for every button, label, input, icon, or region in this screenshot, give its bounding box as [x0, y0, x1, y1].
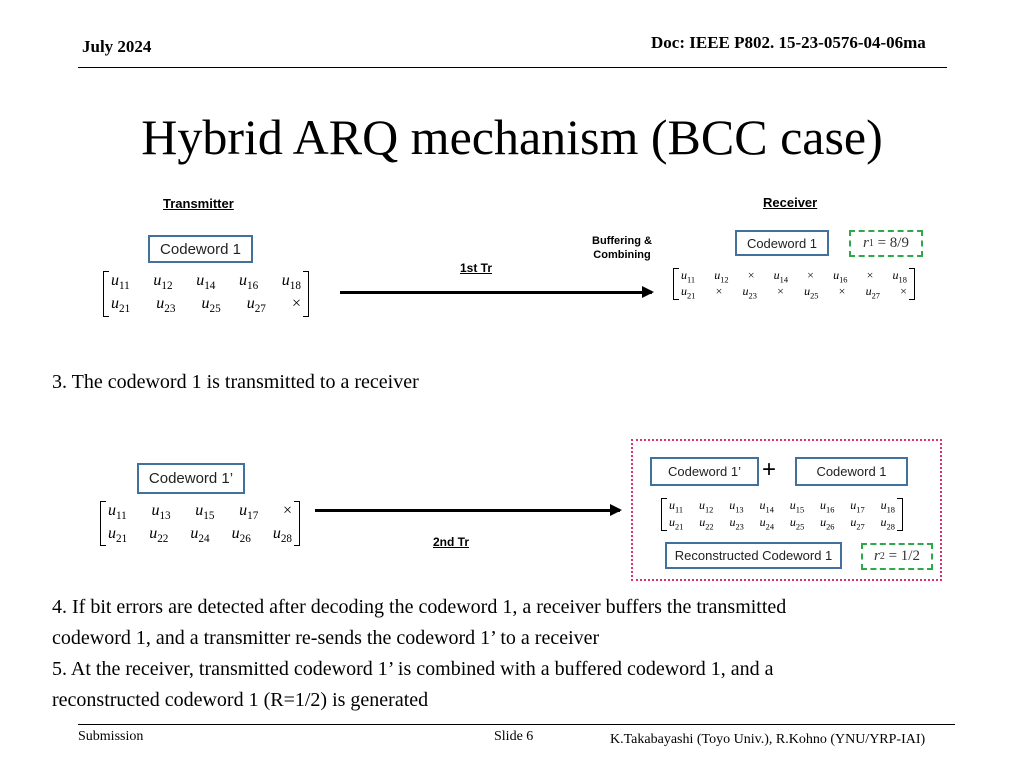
- matrix-cell-erased: ×: [900, 284, 907, 299]
- matrix-cell: $u_{13}$: [151, 502, 171, 523]
- rx-codeword-1-prime-label: Codeword 1’: [668, 464, 741, 479]
- matrix-cell: $u_{15}$: [789, 498, 805, 515]
- steps-4-5-text: [52, 592, 786, 716]
- rx-codeword-1-label: Codeword 1: [746, 235, 818, 251]
- reconstructed-codeword-box: [665, 542, 842, 569]
- matrix-cell: $u_{17}$: [239, 502, 259, 523]
- matrix-cell: $u_{23}$: [156, 295, 176, 316]
- matrix-cell: $u_{25}$: [201, 295, 221, 316]
- matrix-row: [669, 498, 895, 514]
- tx-codeword-1-prime-box: [137, 463, 245, 494]
- step-5-line-2: reconstructed codeword 1 (R=1/2) is generated: [52, 689, 429, 711]
- matrix-row: [111, 272, 301, 292]
- matrix-row: [108, 525, 292, 545]
- matrix-cell-erased: ×: [715, 284, 723, 299]
- matrix-bracket-right: [303, 271, 309, 317]
- step-4-line-2: codeword 1, and a transmitter re-sends the codeword 1’ to a receiver: [52, 627, 600, 649]
- matrix-cell: $u_{11}$: [108, 502, 127, 523]
- matrix-cell-erased: ×: [282, 502, 292, 520]
- step-4-line-1: 4. If bit errors are detected after decoding the codeword 1, a receiver buffers the transmitted: [52, 596, 787, 618]
- header-date: July 2024: [82, 37, 152, 56]
- step-5-line-1: 5. At the receiver, transmitted codeword 1’ is combined with a buffered codeword 1, and a: [52, 658, 774, 680]
- matrix-cell: $u_{24}$: [759, 514, 775, 531]
- tx-codeword-1-box: [148, 235, 253, 263]
- matrix-cell: $u_{15}$: [195, 502, 215, 523]
- matrix-cell: $u_{27}$: [246, 295, 266, 316]
- matrix-cell: $u_{16}$: [238, 272, 259, 293]
- matrix-cell: $u_{11}$: [111, 272, 130, 293]
- matrix-cell: $u_{21}$: [108, 524, 128, 545]
- matrix-cell: $u_{28}$: [272, 524, 292, 545]
- matrix-cell: $u_{27}$: [865, 284, 880, 301]
- rate-r1-value: = 8/9: [877, 235, 909, 251]
- transmission-1-arrow: [340, 291, 652, 294]
- transmission-2-label: 2nd Tr: [433, 535, 470, 549]
- matrix-cell: $u_{27}$: [850, 514, 865, 531]
- matrix-cell: $u_{14}$: [773, 268, 789, 285]
- rx-matrix-1: [673, 268, 915, 300]
- matrix-cell: $u_{11}$: [681, 268, 696, 285]
- footer-rule: [78, 724, 955, 725]
- matrix-cell: $u_{23}$: [742, 284, 757, 301]
- header-rule: [78, 67, 947, 68]
- matrix-cell: $u_{12}$: [153, 272, 173, 293]
- tx-codeword-1-label: Codeword 1: [160, 240, 241, 258]
- matrix-row: [681, 268, 907, 284]
- reconstructed-codeword-label: Reconstructed Codeword 1: [674, 548, 833, 563]
- matrix-cell: $u_{21}$: [681, 284, 696, 301]
- matrix-cell: $u_{18}$: [880, 498, 895, 515]
- footer-submission: Submission: [78, 729, 144, 744]
- matrix-cell: $u_{22}$: [699, 514, 714, 531]
- receiver-label: Receiver: [763, 195, 818, 210]
- tx-matrix-1: [103, 271, 309, 317]
- matrix-cell: $u_{11}$: [669, 498, 684, 515]
- matrix-cell: $u_{23}$: [729, 514, 744, 531]
- matrix-row: [111, 295, 301, 315]
- rate-r2-var: r: [874, 548, 880, 564]
- matrix-cell: $u_{18}$: [892, 268, 907, 285]
- header-doc-id: Doc: IEEE P802. 15-23-0576-04-06ma: [651, 33, 926, 52]
- rate-r2-sub: 2: [879, 551, 885, 562]
- matrix-cell-erased: ×: [838, 284, 846, 299]
- matrix-row: [669, 515, 895, 531]
- transmitter-label: Transmitter: [163, 196, 234, 211]
- matrix-row: [108, 502, 292, 522]
- matrix-cell: $u_{26}$: [820, 514, 835, 531]
- slide-title: Hybrid ARQ mechanism (BCC case): [141, 109, 883, 165]
- rx-codeword-1-box: [735, 230, 829, 256]
- rx-matrix-2: [661, 498, 903, 531]
- matrix-cell: $u_{14}$: [196, 272, 216, 293]
- tx-matrix-2: [100, 501, 300, 546]
- transmission-2-arrow: [315, 509, 620, 512]
- matrix-cell: $u_{18}$: [281, 272, 301, 293]
- matrix-cell-erased: ×: [747, 268, 755, 282]
- rate-r2-value: = 1/2: [888, 548, 920, 564]
- rate-r2-box: [861, 543, 933, 570]
- matrix-cell: $u_{21}$: [669, 514, 684, 531]
- combine-plus-sign: +: [762, 456, 777, 483]
- matrix-bracket-right: [909, 268, 915, 300]
- matrix-cell: $u_{13}$: [729, 498, 744, 515]
- matrix-cell: $u_{22}$: [149, 524, 169, 545]
- matrix-cell-erased: ×: [866, 268, 874, 282]
- matrix-bracket-right: [897, 498, 903, 531]
- rate-r1-box: [849, 230, 923, 257]
- matrix-cell: $u_{12}$: [714, 268, 729, 285]
- buffering-label-line1: Buffering &: [592, 235, 652, 247]
- matrix-cell: $u_{26}$: [231, 524, 251, 545]
- transmission-1-label: 1st Tr: [460, 261, 493, 275]
- rx-codeword-1-prime-box: [650, 457, 759, 486]
- buffering-combining-label: [582, 234, 662, 262]
- matrix-cell: $u_{25}$: [789, 514, 805, 531]
- matrix-cell-erased: ×: [291, 295, 301, 313]
- matrix-cell-erased: ×: [777, 284, 784, 299]
- matrix-cell: $u_{16}$: [833, 268, 848, 285]
- matrix-bracket-right: [294, 501, 300, 546]
- rx-codeword-1-buffered-box: [795, 457, 908, 486]
- step-3-text: 3. The codeword 1 is transmitted to a receiver: [52, 371, 419, 393]
- matrix-cell: $u_{17}$: [850, 498, 865, 515]
- matrix-cell: $u_{28}$: [880, 514, 895, 531]
- rx-codeword-1-buffered-label: Codeword 1: [816, 464, 887, 479]
- tx-codeword-1-prime-label: Codeword 1’: [148, 470, 234, 487]
- footer-authors: K.Takabayashi (Toyo Univ.), R.Kohno (YNU/YRP-IAI): [610, 732, 926, 747]
- matrix-cell: $u_{25}$: [804, 284, 819, 301]
- matrix-cell: $u_{21}$: [111, 295, 131, 316]
- matrix-cell: $u_{16}$: [820, 498, 835, 515]
- buffering-label-line2: Combining: [593, 249, 651, 261]
- matrix-cell-erased: ×: [807, 268, 814, 282]
- rate-r1-sub: 1: [868, 238, 874, 249]
- matrix-cell: $u_{14}$: [759, 498, 774, 515]
- matrix-cell: $u_{12}$: [698, 498, 714, 515]
- rate-r1-var: r: [863, 235, 869, 251]
- matrix-row: [681, 284, 907, 300]
- matrix-cell: $u_{24}$: [190, 524, 210, 545]
- footer-slide-number: Slide 6: [494, 729, 534, 744]
